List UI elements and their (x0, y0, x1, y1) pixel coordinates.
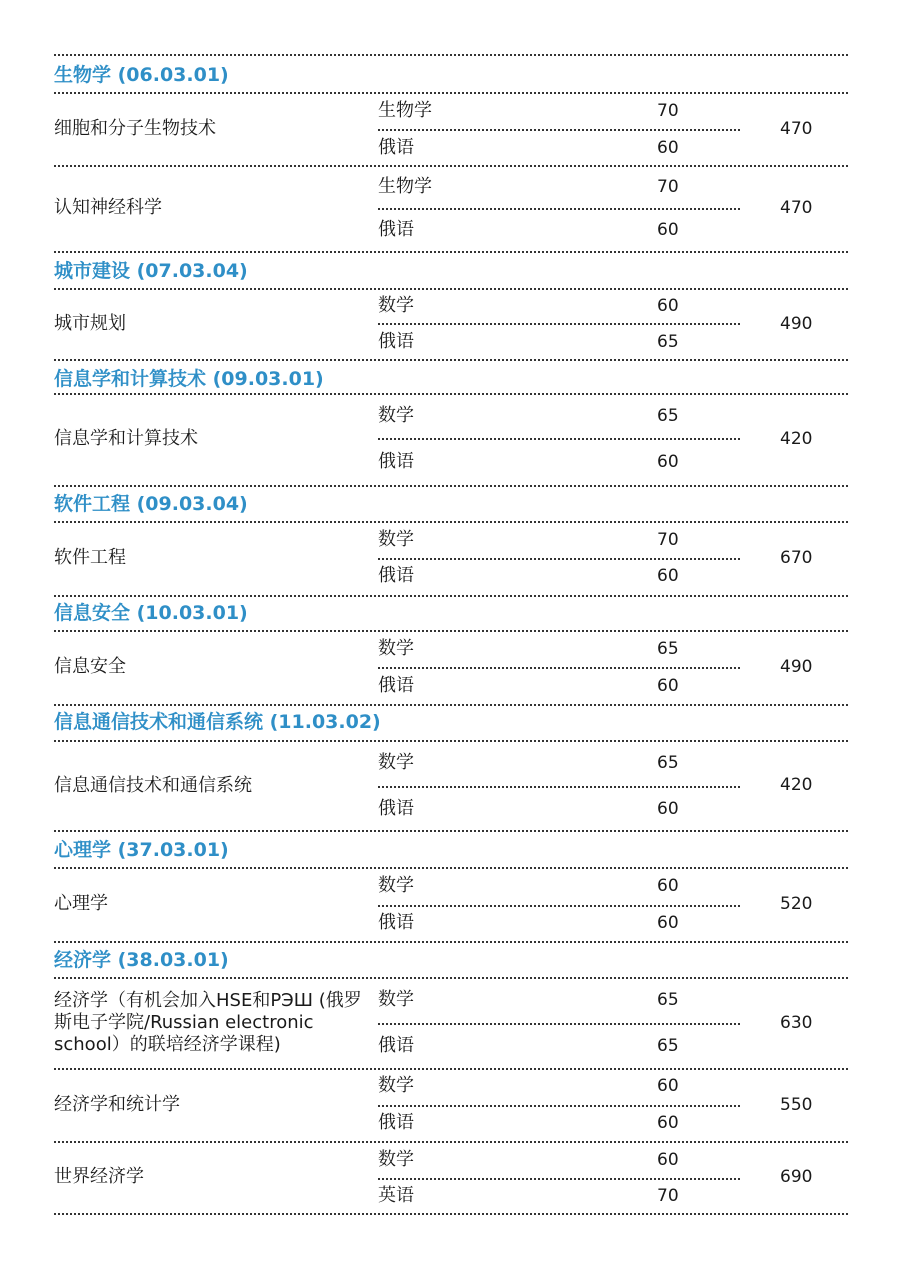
min-score: 70 (657, 101, 679, 121)
section-rule (54, 704, 848, 706)
subject-name: 数学 (378, 875, 414, 896)
row-rule (54, 630, 848, 632)
subject-name: 生物学 (378, 176, 432, 197)
subject-divider (378, 129, 740, 131)
section-heading: 软件工程 (09.03.04) (54, 493, 248, 515)
row-rule (54, 867, 848, 869)
section-heading: 信息通信技术和通信系统 (11.03.02) (54, 711, 381, 733)
program-name: 信息学和计算技术 (54, 428, 198, 449)
min-score: 65 (657, 753, 679, 773)
row-rule (54, 165, 848, 167)
min-score: 60 (657, 296, 679, 316)
total-score: 470 (780, 198, 813, 218)
program-name: 心理学 (54, 893, 108, 914)
subject-divider (378, 1023, 740, 1025)
min-score: 70 (657, 177, 679, 197)
total-score: 550 (780, 1095, 813, 1115)
min-score: 60 (657, 566, 679, 586)
subject-divider (378, 1105, 740, 1107)
subject-name: 数学 (378, 1075, 414, 1096)
subject-divider (378, 667, 740, 669)
min-score: 65 (657, 332, 679, 352)
section-heading: 心理学 (37.03.01) (54, 839, 229, 861)
section-heading: 经济学 (38.03.01) (54, 949, 229, 971)
total-score: 490 (780, 657, 813, 677)
program-name: 认知神经科学 (54, 197, 162, 218)
subject-name: 俄语 (378, 1035, 414, 1056)
min-score: 60 (657, 220, 679, 240)
min-score: 60 (657, 1113, 679, 1133)
subject-divider (378, 438, 740, 440)
total-score: 420 (780, 775, 813, 795)
section-rule (54, 830, 848, 832)
program-name: 细胞和分子生物技术 (54, 118, 216, 139)
total-score: 690 (780, 1167, 813, 1187)
subject-divider (378, 905, 740, 907)
min-score: 60 (657, 452, 679, 472)
min-score: 70 (657, 1186, 679, 1206)
section-heading: 信息安全 (10.03.01) (54, 602, 248, 624)
subject-divider (378, 323, 740, 325)
section-heading: 城市建设 (07.03.04) (54, 260, 248, 282)
total-score: 420 (780, 429, 813, 449)
section-rule (54, 595, 848, 597)
total-score: 490 (780, 314, 813, 334)
subject-name: 俄语 (378, 798, 414, 819)
subject-name: 俄语 (378, 912, 414, 933)
section-rule (54, 941, 848, 943)
program-name: 城市规划 (54, 313, 126, 334)
row-rule (54, 740, 848, 742)
subject-name: 数学 (378, 295, 414, 316)
min-score: 60 (657, 1076, 679, 1096)
program-name: 信息通信技术和通信系统 (54, 775, 252, 796)
row-rule (54, 1141, 848, 1143)
subject-divider (378, 208, 740, 210)
min-score: 60 (657, 913, 679, 933)
section-rule (54, 54, 848, 56)
min-score: 60 (657, 1150, 679, 1170)
subject-name: 英语 (378, 1185, 414, 1206)
section-rule (54, 485, 848, 487)
program-name: 世界经济学 (54, 1166, 144, 1187)
program-name: 经济学和统计学 (54, 1094, 180, 1115)
row-rule (54, 521, 848, 523)
subject-name: 俄语 (378, 675, 414, 696)
min-score: 65 (657, 639, 679, 659)
total-score: 470 (780, 119, 813, 139)
min-score: 60 (657, 138, 679, 158)
subject-name: 俄语 (378, 1112, 414, 1133)
subject-divider (378, 786, 740, 788)
min-score: 60 (657, 799, 679, 819)
row-rule (54, 393, 848, 395)
min-score: 60 (657, 676, 679, 696)
min-score: 65 (657, 406, 679, 426)
subject-name: 俄语 (378, 451, 414, 472)
subject-name: 生物学 (378, 100, 432, 121)
min-score: 60 (657, 876, 679, 896)
total-score: 520 (780, 894, 813, 914)
row-rule (54, 288, 848, 290)
subject-name: 数学 (378, 638, 414, 659)
section-rule (54, 251, 848, 253)
total-score: 670 (780, 548, 813, 568)
min-score: 70 (657, 530, 679, 550)
min-score: 65 (657, 1036, 679, 1056)
subject-name: 俄语 (378, 137, 414, 158)
subject-name: 俄语 (378, 219, 414, 240)
program-name: 信息安全 (54, 656, 126, 677)
section-rule (54, 359, 848, 361)
row-rule (54, 977, 848, 979)
section-heading: 生物学 (06.03.01) (54, 64, 229, 86)
row-rule (54, 92, 848, 94)
section-heading: 信息学和计算技术 (09.03.01) (54, 368, 324, 390)
min-score: 65 (657, 990, 679, 1010)
subject-divider (378, 1178, 740, 1180)
subject-name: 俄语 (378, 331, 414, 352)
subject-name: 数学 (378, 989, 414, 1010)
subject-name: 数学 (378, 752, 414, 773)
subject-name: 数学 (378, 405, 414, 426)
program-name: 软件工程 (54, 547, 126, 568)
program-name: 经济学（有机会加入HSE和РЭШ (俄罗斯电子学院/Russian electronic school）的联培经济学课程) (54, 990, 362, 1055)
table-bottom-rule (54, 1213, 848, 1215)
subject-name: 数学 (378, 1149, 414, 1170)
subject-name: 数学 (378, 529, 414, 550)
total-score: 630 (780, 1013, 813, 1033)
row-rule (54, 1068, 848, 1070)
subject-divider (378, 558, 740, 560)
subject-name: 俄语 (378, 565, 414, 586)
